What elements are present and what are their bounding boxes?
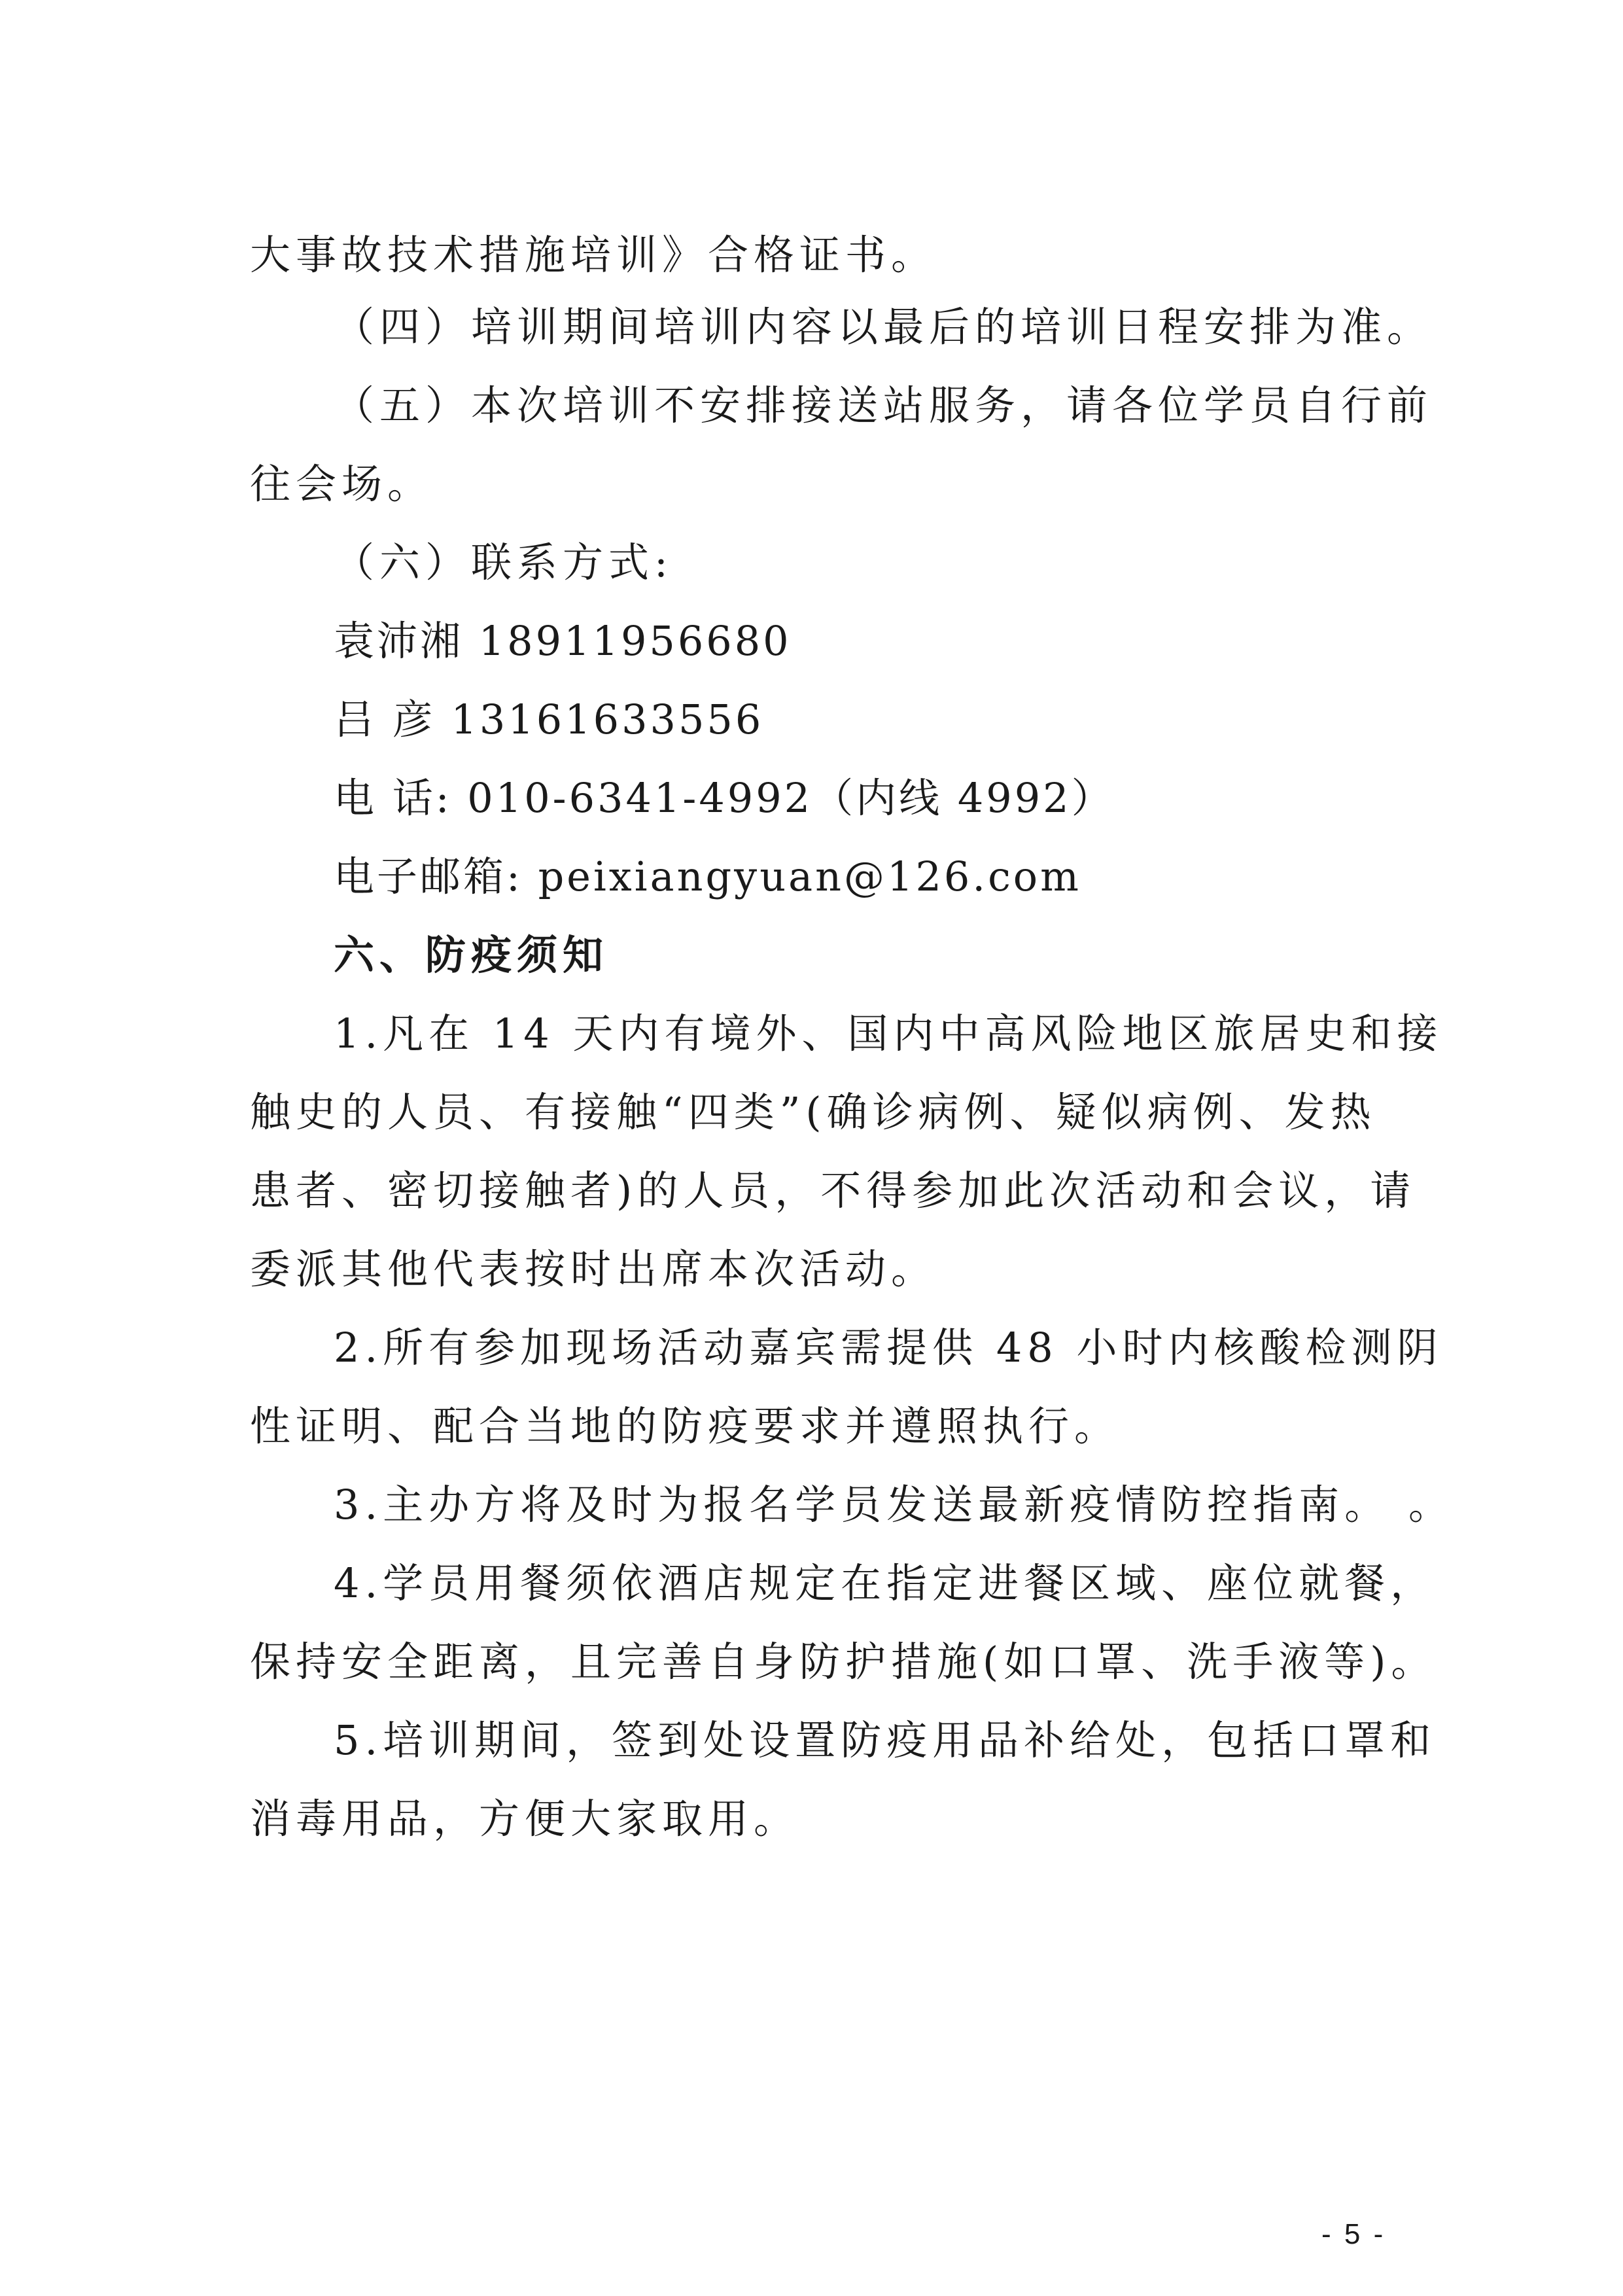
text-line <box>0 1557 1623 1610</box>
text-line <box>0 301 1623 353</box>
line-text: 性证明、配合当地的防疫要求并遵照执行。 <box>250 1402 1121 1450</box>
line-text: （六）联系方式: <box>334 539 673 586</box>
text-line <box>0 1636 1623 1688</box>
line-text: 大事故技术措施培训》合格证书。 <box>250 231 937 279</box>
text-line <box>0 1086 1623 1139</box>
line-text: 委派其他代表按时出席本次活动。 <box>250 1245 937 1293</box>
line-text: （四）培训期间培训内容以最后的培训日程安排为准。 <box>334 303 1433 351</box>
line-text: 5.培训期间，签到处设置防疫用品补给处，包括口罩和 <box>334 1716 1437 1764</box>
line-text: 保持安全距离，且完善自身防护措施(如口罩、洗手液等)。 <box>250 1638 1437 1686</box>
page-number: - 5 - <box>1321 2218 1386 2250</box>
line-text: 电子邮箱: peixiangyuan@126.com <box>334 853 1081 900</box>
line-text: 触史的人员、有接触“四类”(确诊病例、疑似病例、发热 <box>250 1088 1376 1136</box>
text-line <box>0 1008 1623 1060</box>
contact-line <box>0 615 1623 667</box>
line-text: 六、防疫须知 <box>334 931 609 979</box>
text-line <box>0 229 1623 281</box>
text-line <box>0 1400 1623 1453</box>
line-text: 消毒用品，方便大家取用。 <box>250 1795 800 1843</box>
line-text: （五）本次培训不安排接送站服务，请各位学员自行前 <box>334 381 1433 429</box>
text-line <box>0 1479 1623 1531</box>
line-text: 电 话: 010-6341-4992（内线 4992） <box>334 774 1115 822</box>
text-line <box>0 537 1623 589</box>
line-text: 4.学员用餐须依酒店规定在指定进餐区域、座位就餐， <box>334 1559 1437 1607</box>
line-text: 吕 彦 13161633556 <box>334 696 764 743</box>
contact-line <box>0 694 1623 746</box>
line-text: 3.主办方将及时为报名学员发送最新疫情防控指南。 。 <box>334 1481 1454 1528</box>
line-text: 患者、密切接触者)的人员，不得参加此次活动和会议，请 <box>250 1167 1416 1214</box>
line-text: 袁沛湘 18911956680 <box>334 617 792 665</box>
text-line <box>0 1165 1623 1217</box>
contact-line <box>0 851 1623 903</box>
text-line <box>0 1714 1623 1767</box>
line-text: 往会场。 <box>250 460 434 508</box>
line-text: 1.凡在 14 天内有境外、国内中高风险地区旅居史和接 <box>334 1010 1443 1057</box>
text-line <box>0 458 1623 510</box>
text-line <box>0 1793 1623 1845</box>
text-line <box>0 1322 1623 1374</box>
line-text: 2.所有参加现场活动嘉宾需提供 48 小时内核酸检测阴 <box>334 1324 1443 1371</box>
text-line <box>0 380 1623 432</box>
contact-line <box>0 772 1623 824</box>
section-heading <box>0 929 1623 981</box>
text-line <box>0 1243 1623 1296</box>
